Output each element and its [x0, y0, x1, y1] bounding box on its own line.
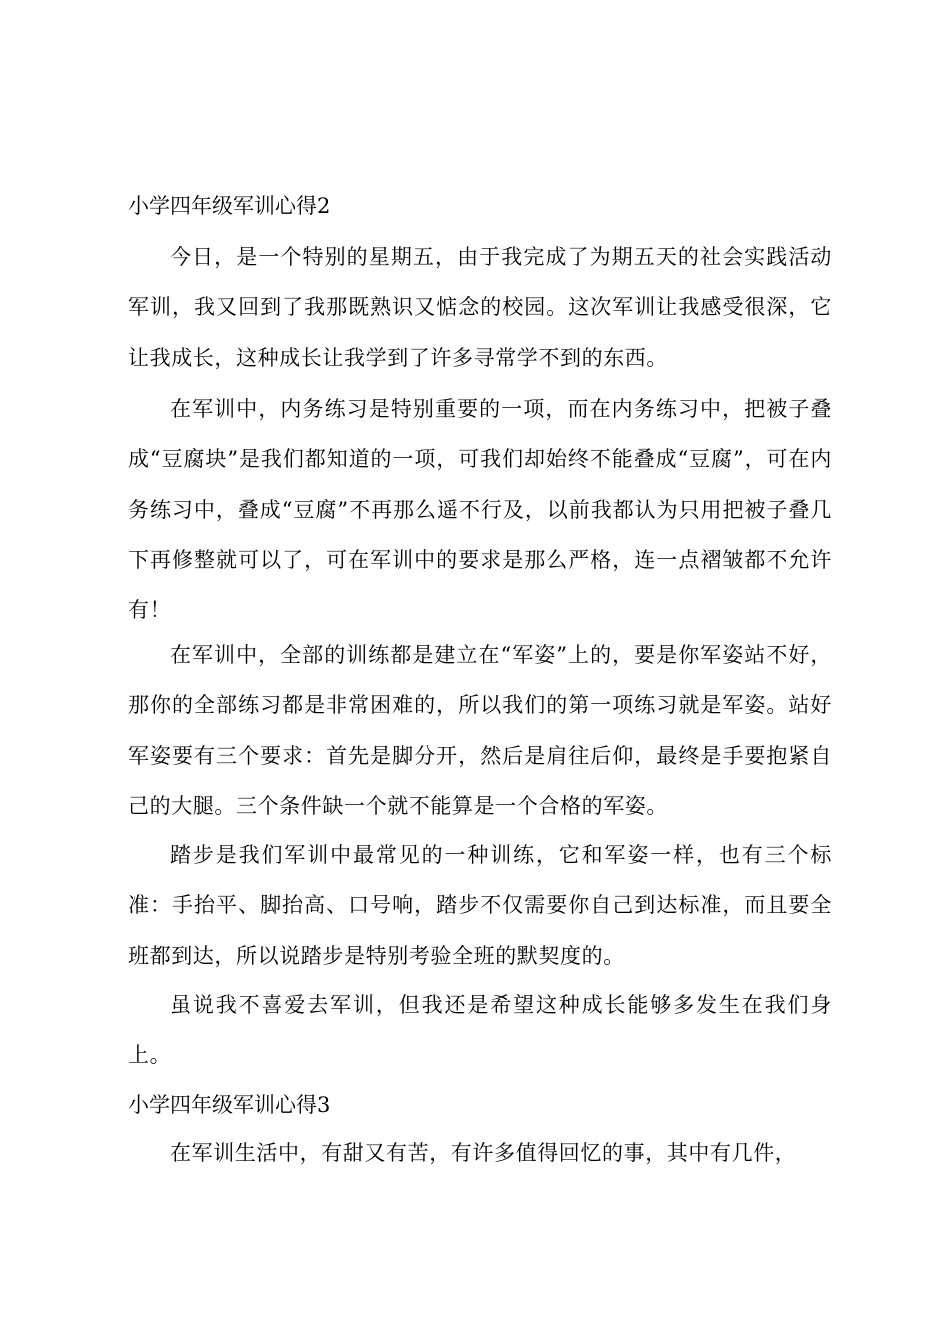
paragraph: 在军训中，全部的训练都是建立在“军姿”上的，要是你军姿站不好，那你的全部练习都是非常困难的，所以我们的第一项练习就是军姿。站好军姿要有三个要求：首先是脚分开，然后是肩往后仰，最终是手要抱紧自己的大腿。三个条件缺一个就不能算是一个合格的军姿。 — [128, 643, 832, 818]
paragraph: 今日，是一个特别的星期五，由于我完成了为期五天的社会实践活动军训，我又回到了我那既熟识又惦念的校园。这次军训让我感受很深，它让我成长，这种成长让我学到了许多寻常学不到的东西。 — [128, 245, 832, 370]
section-heading: 小学四年级军训心得3 — [128, 1093, 331, 1117]
section-heading: 小学四年级军训心得2 — [128, 194, 331, 218]
paragraph: 虽说我不喜爱去军训，但我还是希望这种成长能够多发生在我们身上。 — [128, 993, 832, 1068]
paragraph: 踏步是我们军训中最常见的一种训练，它和军姿一样，也有三个标准：手抬平、脚抬高、口号响，踏步不仅需要你自己到达标准，而且要全班都到达，所以说踏步是特别考验全班的默契度的。 — [128, 843, 832, 968]
paragraph: 在军训中，内务练习是特别重要的一项，而在内务练习中，把被子叠成“豆腐块”是我们都知道的一项，可我们却始终不能叠成“豆腐”，可在内务练习中，叠成“豆腐”不再那么遥不行及，以前我都认为只用把被子叠几下再修整就可以了，可在军训中的要求是那么严格，连一点褶皱都不允许有！ — [128, 397, 832, 623]
paragraph: 在军训生活中，有甜又有苦，有许多值得回忆的事，其中有几件， — [170, 1141, 797, 1165]
